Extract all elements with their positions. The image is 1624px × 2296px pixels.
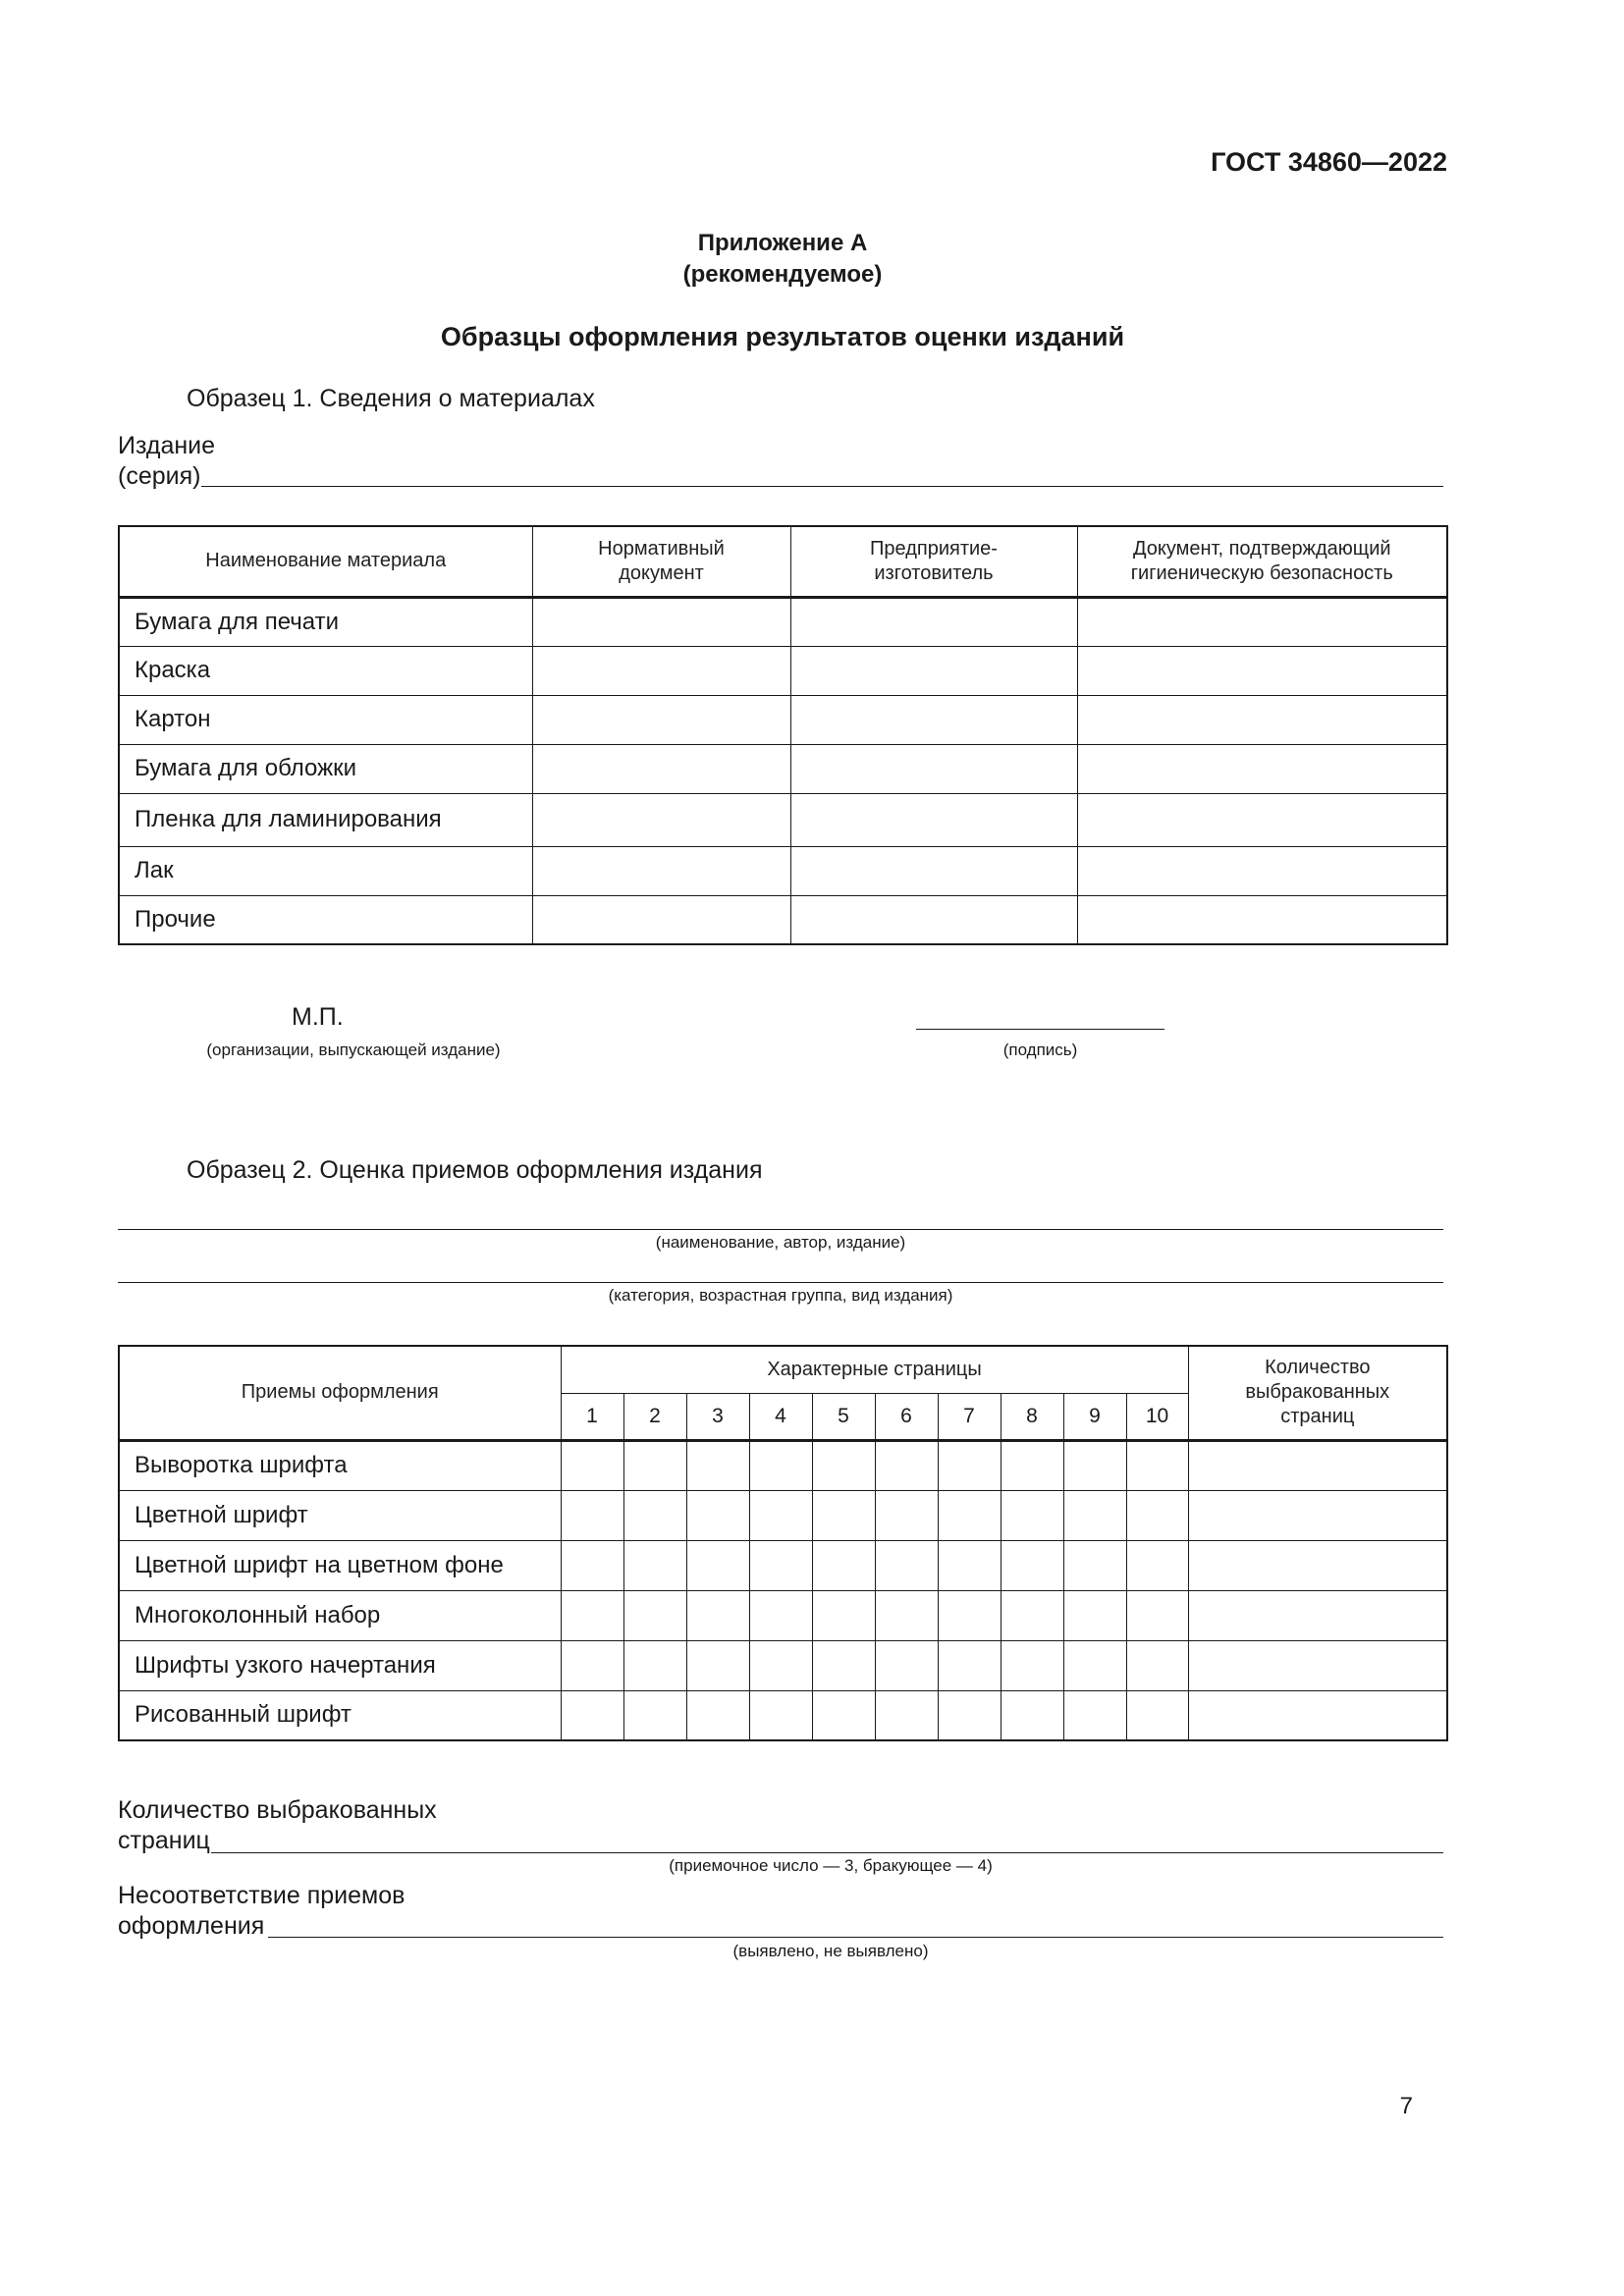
cell[interactable] (875, 1690, 938, 1740)
cell[interactable] (1188, 1490, 1447, 1540)
mismatch-label-line2: оформления (118, 1912, 265, 1940)
section-heading: Образцы оформления результатов оценки изданий (440, 322, 1125, 351)
cell[interactable] (623, 1640, 686, 1690)
row-label: Прочие (119, 895, 532, 944)
page-number: 8 (1001, 1393, 1063, 1440)
cell[interactable] (875, 1640, 938, 1690)
cell[interactable] (1001, 1490, 1063, 1540)
cell[interactable] (561, 1440, 623, 1490)
appendix-status: (рекомендуемое) (682, 261, 883, 288)
cell[interactable] (1188, 1690, 1447, 1740)
cell[interactable] (1063, 1590, 1126, 1640)
page-number: 6 (875, 1393, 938, 1440)
cell[interactable] (875, 1590, 938, 1640)
cell[interactable] (1077, 895, 1447, 944)
cell[interactable] (1001, 1540, 1063, 1590)
cell[interactable] (686, 1690, 749, 1740)
table-row (119, 846, 1447, 895)
page-number: 4 (749, 1393, 812, 1440)
row-label: Цветной шрифт (119, 1490, 561, 1540)
rejected-caption: (приемочное число — 3, бракующее — 4) (669, 1856, 993, 1875)
cell[interactable] (1126, 1490, 1188, 1540)
cell[interactable] (532, 895, 790, 944)
cell[interactable] (623, 1540, 686, 1590)
col-header-material: Наименование материала (119, 526, 532, 597)
cell[interactable] (623, 1690, 686, 1740)
col-header-normative: Нормативный документ (532, 526, 790, 597)
cell[interactable] (749, 1440, 812, 1490)
page-number: 1 (561, 1393, 623, 1440)
table-row (119, 1690, 1447, 1740)
cell[interactable] (1063, 1690, 1126, 1740)
page-number: 5 (812, 1393, 875, 1440)
category-caption: (категория, возрастная группа, вид издания) (608, 1286, 953, 1305)
cell[interactable] (1063, 1540, 1126, 1590)
cell[interactable] (561, 1640, 623, 1690)
cell[interactable] (561, 1690, 623, 1740)
row-label: Пленка для ламинирования (119, 793, 532, 846)
cell[interactable] (812, 1640, 875, 1690)
cell[interactable] (749, 1490, 812, 1540)
cell[interactable] (532, 646, 790, 695)
table-row (119, 1490, 1447, 1540)
cell[interactable] (532, 744, 790, 793)
table-row (119, 1590, 1447, 1640)
cell[interactable] (1077, 846, 1447, 895)
row-label: Цветной шрифт на цветном фоне (119, 1540, 561, 1590)
cell[interactable] (812, 1440, 875, 1490)
cell[interactable] (1126, 1440, 1188, 1490)
row-label: Рисованный шрифт (119, 1690, 561, 1740)
cell[interactable] (532, 793, 790, 846)
cell[interactable] (561, 1590, 623, 1640)
cell[interactable] (1188, 1440, 1447, 1490)
stamp-caption: (организации, выпускающей издание) (206, 1041, 501, 1059)
cell[interactable] (686, 1440, 749, 1490)
cell[interactable] (1001, 1440, 1063, 1490)
edition-label-line2: (серия) (118, 462, 201, 490)
cell[interactable] (623, 1590, 686, 1640)
cell[interactable] (532, 846, 790, 895)
col-header-methods: Приемы оформления (119, 1346, 561, 1440)
cell[interactable] (790, 744, 1077, 793)
cell[interactable] (938, 1540, 1001, 1590)
cell[interactable] (1001, 1590, 1063, 1640)
mismatch-caption: (выявлено, не выявлено) (732, 1942, 929, 1960)
cell[interactable] (561, 1540, 623, 1590)
page-number: 7 (938, 1393, 1001, 1440)
design-methods-table (118, 1345, 1448, 1741)
standard-number: ГОСТ 34860—2022 (1211, 147, 1447, 177)
cell[interactable] (532, 695, 790, 744)
cell[interactable] (686, 1590, 749, 1640)
row-label: Лак (119, 846, 532, 895)
cell[interactable] (812, 1690, 875, 1740)
cell[interactable] (1126, 1640, 1188, 1690)
rejected-fill-line[interactable] (211, 1852, 1443, 1853)
cell[interactable] (875, 1490, 938, 1540)
cell[interactable] (790, 846, 1077, 895)
cell[interactable] (1001, 1690, 1063, 1740)
category-line[interactable] (118, 1282, 1443, 1283)
page-number: 3 (686, 1393, 749, 1440)
cell[interactable] (1077, 646, 1447, 695)
cell[interactable] (1188, 1640, 1447, 1690)
cell[interactable] (532, 597, 790, 646)
cell[interactable] (686, 1640, 749, 1690)
cell[interactable] (790, 695, 1077, 744)
cell[interactable] (938, 1640, 1001, 1690)
sample1-title: Образец 1. Сведения о материалах (187, 385, 595, 412)
col-header-manufacturer: Предприятие- изготовитель (790, 526, 1077, 597)
cell[interactable] (1063, 1490, 1126, 1540)
cell[interactable] (749, 1640, 812, 1690)
page-number: 2 (623, 1393, 686, 1440)
table-row (119, 793, 1447, 846)
table-row (119, 1540, 1447, 1590)
edition-fill-line[interactable] (201, 486, 1443, 487)
cell[interactable] (938, 1690, 1001, 1740)
page-number: 10 (1126, 1393, 1188, 1440)
cell[interactable] (1063, 1640, 1126, 1690)
methods-header-row (119, 1346, 1447, 1393)
table-row (119, 744, 1447, 793)
cell[interactable] (623, 1490, 686, 1540)
cell[interactable] (875, 1440, 938, 1490)
cell[interactable] (1001, 1640, 1063, 1690)
table-row (119, 695, 1447, 744)
cell[interactable] (1063, 1440, 1126, 1490)
cell[interactable] (790, 646, 1077, 695)
materials-table (118, 525, 1448, 945)
stamp-label: М.П. (292, 1003, 344, 1031)
cell[interactable] (790, 793, 1077, 846)
cell[interactable] (790, 895, 1077, 944)
cell[interactable] (1077, 744, 1447, 793)
cell[interactable] (1077, 695, 1447, 744)
col-header-rejected: Количество выбракованных страниц (1188, 1346, 1447, 1440)
cell[interactable] (1126, 1540, 1188, 1590)
cell[interactable] (938, 1590, 1001, 1640)
page-number: 7 (1399, 2093, 1413, 2119)
edition-label-line1: Издание (118, 432, 216, 459)
cell[interactable] (1077, 793, 1447, 846)
row-label: Бумага для печати (119, 597, 532, 646)
signature-line[interactable] (916, 1029, 1164, 1030)
appendix-title: Приложение А (697, 230, 868, 256)
row-label: Шрифты узкого начертания (119, 1640, 561, 1690)
cell[interactable] (1077, 597, 1447, 646)
row-label: Краска (119, 646, 532, 695)
cell[interactable] (812, 1590, 875, 1640)
cell[interactable] (1188, 1540, 1447, 1590)
table-row (119, 646, 1447, 695)
cell[interactable] (686, 1490, 749, 1540)
name-author-edition-line[interactable] (118, 1229, 1443, 1230)
table-row (119, 597, 1447, 646)
table-row (119, 895, 1447, 944)
cell[interactable] (749, 1590, 812, 1640)
cell[interactable] (938, 1440, 1001, 1490)
sample2-title: Образец 2. Оценка приемов оформления издания (187, 1156, 763, 1184)
cell[interactable] (938, 1490, 1001, 1540)
materials-header-row (119, 526, 1447, 597)
appendix-title-block (0, 228, 1565, 291)
cell[interactable] (812, 1540, 875, 1590)
mismatch-label-line1: Несоответствие приемов (118, 1882, 406, 1909)
page-number: 9 (1063, 1393, 1126, 1440)
table-row (119, 1440, 1447, 1490)
col-header-hygiene-doc: Документ, подтверждающий гигиеническую безопасность (1077, 526, 1447, 597)
row-label: Выворотка шрифта (119, 1440, 561, 1490)
name-author-edition-caption: (наименование, автор, издание) (655, 1233, 906, 1252)
cell[interactable] (561, 1490, 623, 1540)
cell[interactable] (812, 1490, 875, 1540)
mismatch-fill-line[interactable] (268, 1937, 1443, 1938)
cell[interactable] (790, 597, 1077, 646)
rejected-label-line1: Количество выбракованных (118, 1796, 437, 1824)
cell[interactable] (875, 1540, 938, 1590)
rejected-label-line2: страниц (118, 1827, 210, 1854)
cell[interactable] (1126, 1590, 1188, 1640)
cell[interactable] (623, 1440, 686, 1490)
row-label: Многоколонный набор (119, 1590, 561, 1640)
row-label: Картон (119, 695, 532, 744)
cell[interactable] (749, 1540, 812, 1590)
cell[interactable] (749, 1690, 812, 1740)
signature-caption: (подпись) (1002, 1041, 1078, 1059)
cell[interactable] (1126, 1690, 1188, 1740)
cell[interactable] (1188, 1590, 1447, 1640)
row-label: Бумага для обложки (119, 744, 532, 793)
col-header-pages: Характерные страницы (561, 1346, 1188, 1393)
table-row (119, 1640, 1447, 1690)
cell[interactable] (686, 1540, 749, 1590)
